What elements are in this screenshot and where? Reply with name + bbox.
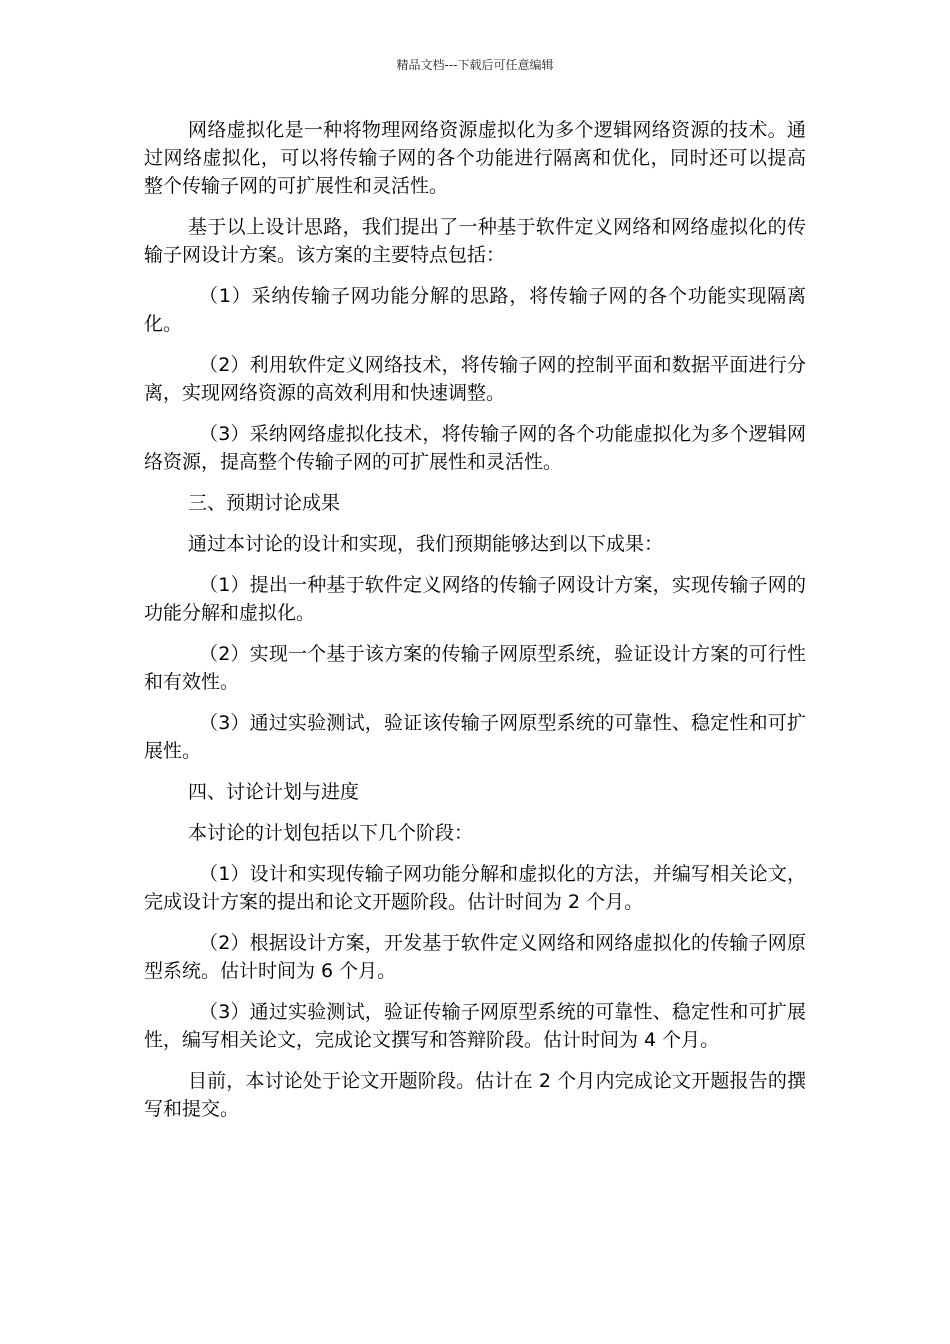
section-heading-plan-progress: 四、讨论计划与进度 bbox=[188, 781, 360, 803]
list-item-feature-2: （2）利用软件定义网络技术，将传输子网的控制平面和数据平面进行分离，实现网络资源的高效利用和快速调整。 bbox=[144, 354, 806, 404]
list-item-plan-3: （3）通过实验测试，验证传输子网原型系统的可靠性、稳定性和可扩展性，编写相关论文，完成论文撰写和答辩阶段。估计时间为 4 个月。 bbox=[144, 1001, 806, 1051]
list-item-plan-2: （2）根据设计方案，开发基于软件定义网络和网络虚拟化的传输子网原型系统。估计时间为 6 个月。 bbox=[144, 932, 806, 982]
paragraph-plan-intro: 本讨论的计划包括以下几个阶段： bbox=[188, 822, 474, 844]
list-item-feature-3: （3）采纳网络虚拟化技术，将传输子网的各个功能虚拟化为多个逻辑网络资源，提高整个传输子网的可扩展性和灵活性。 bbox=[144, 423, 806, 473]
list-item-result-3: （3）通过实验测试，验证该传输子网原型系统的可靠性、稳定性和可扩展性。 bbox=[144, 712, 806, 762]
paragraph-expected-results-intro: 通过本讨论的设计和实现，我们预期能够达到以下成果： bbox=[188, 533, 664, 555]
page-header: 精品文档---下载后可任意编辑 bbox=[396, 58, 554, 72]
paragraph-design-proposal: 基于以上设计思路，我们提出了一种基于软件定义网络和网络虚拟化的传输子网设计方案。该方案的主要特点包括： bbox=[144, 216, 806, 266]
list-item-result-1: （1）提出一种基于软件定义网络的传输子网设计方案，实现传输子网的功能分解和虚拟化。 bbox=[144, 574, 806, 624]
list-item-feature-1: （1）采纳传输子网功能分解的思路，将传输子网的各个功能实现隔离化。 bbox=[144, 285, 806, 335]
paragraph-current-status: 目前，本讨论处于论文开题阶段。估计在 2 个月内完成论文开题报告的撰写和提交。 bbox=[144, 1070, 806, 1120]
paragraph-network-virtualization: 网络虚拟化是一种将物理网络资源虚拟化为多个逻辑网络资源的技术。通过网络虚拟化，可以将传输子网的各个功能进行隔离和优化，同时还可以提高整个传输子网的可扩展性和灵活性。 bbox=[144, 119, 806, 197]
list-item-result-2: （2）实现一个基于该方案的传输子网原型系统，验证设计方案的可行性和有效性。 bbox=[144, 643, 806, 693]
document-body bbox=[144, 116, 806, 1136]
section-heading-expected-results: 三、预期讨论成果 bbox=[188, 492, 341, 514]
list-item-plan-1: （1）设计和实现传输子网功能分解和虚拟化的方法，并编写相关论文，完成设计方案的提出和论文开题阶段。估计时间为 2 个月。 bbox=[144, 863, 806, 913]
